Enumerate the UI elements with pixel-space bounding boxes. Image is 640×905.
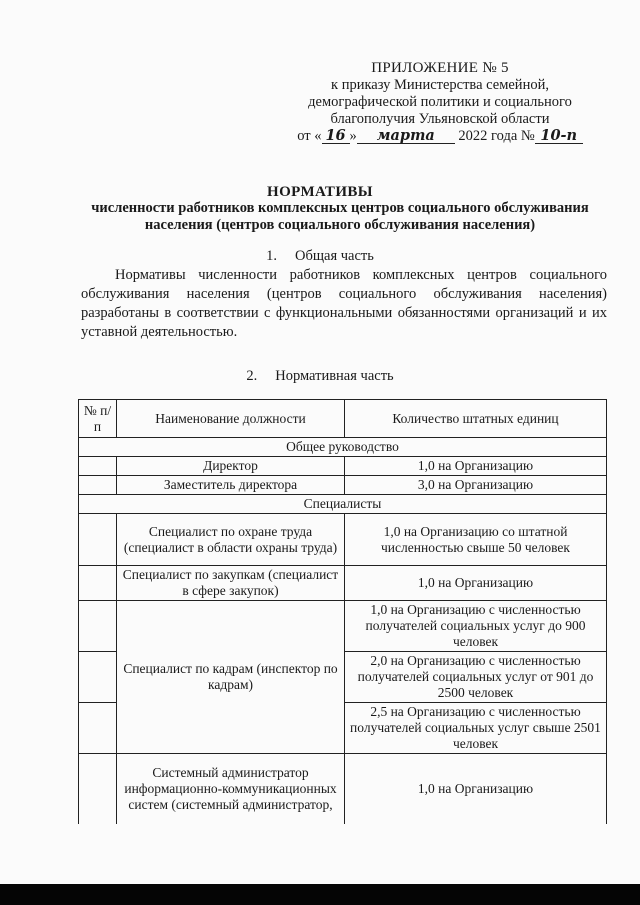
position-director: Директор	[117, 457, 345, 476]
row-number-cell	[79, 754, 117, 824]
count-procurement: 1,0 на Организацию	[345, 566, 607, 601]
row-number-cell	[79, 457, 117, 476]
group-general-management: Общее руководство	[79, 438, 607, 457]
table-row	[79, 495, 607, 514]
section-1-heading	[0, 248, 640, 265]
table-header-row	[79, 400, 607, 438]
appendix-line-2: демографической политики и социального	[308, 94, 572, 110]
document-subtitle: численности работников комплексных центров социального обслуживания населения (центров социального обслуживания населения)	[91, 200, 589, 233]
table-row	[79, 457, 607, 476]
table-row	[79, 601, 607, 652]
section-1-paragraph: Нормативы численности работников комплексных центров социального обслуживания населения (центров социального обслуживания населения) разработаны в соответствии с функциональными обязанностями организаций и их уставной деятельностью.	[81, 267, 607, 340]
group-specialists: Специалисты	[79, 495, 607, 514]
row-number-cell	[79, 703, 117, 754]
section-1-title: Общая часть	[295, 248, 374, 264]
count-hr-3: 2,5 на Организацию с численностью получателей социальных услуг свыше 2501 человек	[345, 703, 607, 754]
position-procurement: Специалист по закупкам (специалист в сфере закупок)	[117, 566, 345, 601]
position-deputy-director: Заместитель директора	[117, 476, 345, 495]
row-number-cell	[79, 652, 117, 703]
position-labor-safety: Специалист по охране труда (специалист в области охраны труда)	[117, 514, 345, 566]
order-date-line	[280, 128, 600, 145]
row-number-cell	[79, 514, 117, 566]
section-2-number: 2.	[246, 368, 258, 384]
appendix-block	[280, 60, 600, 145]
table-row	[79, 438, 607, 457]
count-sysadmin: 1,0 на Организацию	[345, 754, 607, 824]
row-number-cell	[79, 566, 117, 601]
table-row	[79, 566, 607, 601]
table-row	[79, 476, 607, 495]
count-hr-2: 2,0 на Организацию с численностью получателей социальных услуг от 901 до 2500 человек	[345, 652, 607, 703]
header-number: № п/п	[79, 400, 117, 438]
position-sysadmin: Системный администратор информационно-коммуникационных систем (системный администратор,	[117, 754, 345, 824]
row-number-cell	[79, 601, 117, 652]
date-prefix: от «	[297, 128, 322, 144]
section-2-heading	[0, 368, 640, 385]
handwritten-month: марта	[357, 128, 455, 144]
appendix-line-3: благополучия Ульяновской области	[330, 111, 550, 127]
count-deputy-director: 3,0 на Организацию	[345, 476, 607, 495]
header-position: Наименование должности	[117, 400, 345, 438]
handwritten-order-number: 10-п	[535, 128, 583, 144]
appendix-title: ПРИЛОЖЕНИЕ № 5	[371, 60, 509, 76]
table-row	[79, 754, 607, 824]
norms-table	[78, 399, 607, 824]
header-count: Количество штатных единиц	[345, 400, 607, 438]
table-row	[79, 514, 607, 566]
count-hr-1: 1,0 на Организацию с численностью получателей социальных услуг до 900 человек	[345, 601, 607, 652]
count-labor-safety: 1,0 на Организацию со штатной численностью свыше 50 человек	[345, 514, 607, 566]
date-quote: »	[349, 128, 357, 144]
date-year: 2022 года №	[458, 128, 535, 144]
scan-bottom-edge	[0, 884, 640, 905]
count-director: 1,0 на Организацию	[345, 457, 607, 476]
handwritten-day: 16	[322, 128, 350, 144]
row-number-cell	[79, 476, 117, 495]
section-1-number: 1.	[266, 248, 277, 264]
section-2-title: Нормативная часть	[275, 368, 394, 384]
position-hr: Специалист по кадрам (инспектор по кадрам)	[117, 601, 345, 754]
document-title: НОРМАТИВЫ	[267, 184, 373, 200]
appendix-line-1: к приказу Министерства семейной,	[331, 77, 549, 93]
